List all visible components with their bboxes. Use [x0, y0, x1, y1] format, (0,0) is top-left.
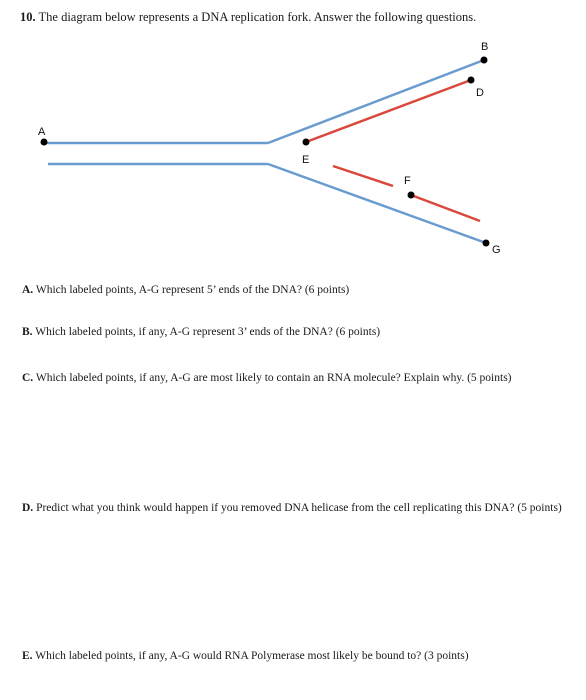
question-number: 10.	[20, 10, 36, 24]
question-d	[22, 501, 572, 515]
question-b	[22, 325, 562, 339]
point-g	[483, 240, 490, 247]
point-a	[41, 139, 48, 146]
question-e-text: Which labeled points, if any, A-G would RNA Polymerase most likely be bound to? (3 points)	[32, 650, 469, 662]
point-d	[468, 77, 475, 84]
question-b-text: Which labeled points, if any, A-G represent 3’ ends of the DNA? (6 points)	[32, 326, 381, 338]
question-c-text: Which labeled points, if any, A-G are most likely to contain an RNA molecule? Explain why. (5 points)	[33, 372, 512, 384]
upper-template-strand	[268, 60, 484, 143]
point-b	[481, 57, 488, 64]
replication-fork-diagram	[0, 0, 586, 270]
leading-new-strand	[306, 80, 471, 142]
question-e	[22, 649, 562, 663]
question-d-letter: D.	[22, 502, 34, 514]
lower-template-strand	[268, 164, 486, 243]
question-prompt: The diagram below represents a DNA replication fork. Answer the following questions.	[35, 10, 477, 24]
question-d-text: Predict what you think would happen if you removed DNA helicase from the cell replicating this DNA? (5 points)	[33, 502, 562, 514]
label-g: G	[492, 244, 501, 256]
question-a-letter: A.	[22, 284, 34, 296]
label-e: E	[302, 154, 310, 166]
label-a: A	[38, 126, 46, 138]
question-a	[22, 283, 562, 297]
point-e	[303, 139, 310, 146]
point-f	[408, 192, 415, 199]
label-b: B	[481, 41, 489, 53]
lagging-fragment-1	[333, 166, 393, 186]
question-c	[22, 371, 567, 385]
question-c-letter: C.	[22, 372, 34, 384]
question-b-letter: B.	[22, 326, 33, 338]
question-e-letter: E.	[22, 650, 33, 662]
label-f: F	[404, 175, 411, 187]
label-d: D	[476, 87, 484, 99]
lagging-fragment-2	[411, 195, 480, 221]
question-a-text: Which labeled points, A-G represent 5’ ends of the DNA? (6 points)	[33, 284, 350, 296]
